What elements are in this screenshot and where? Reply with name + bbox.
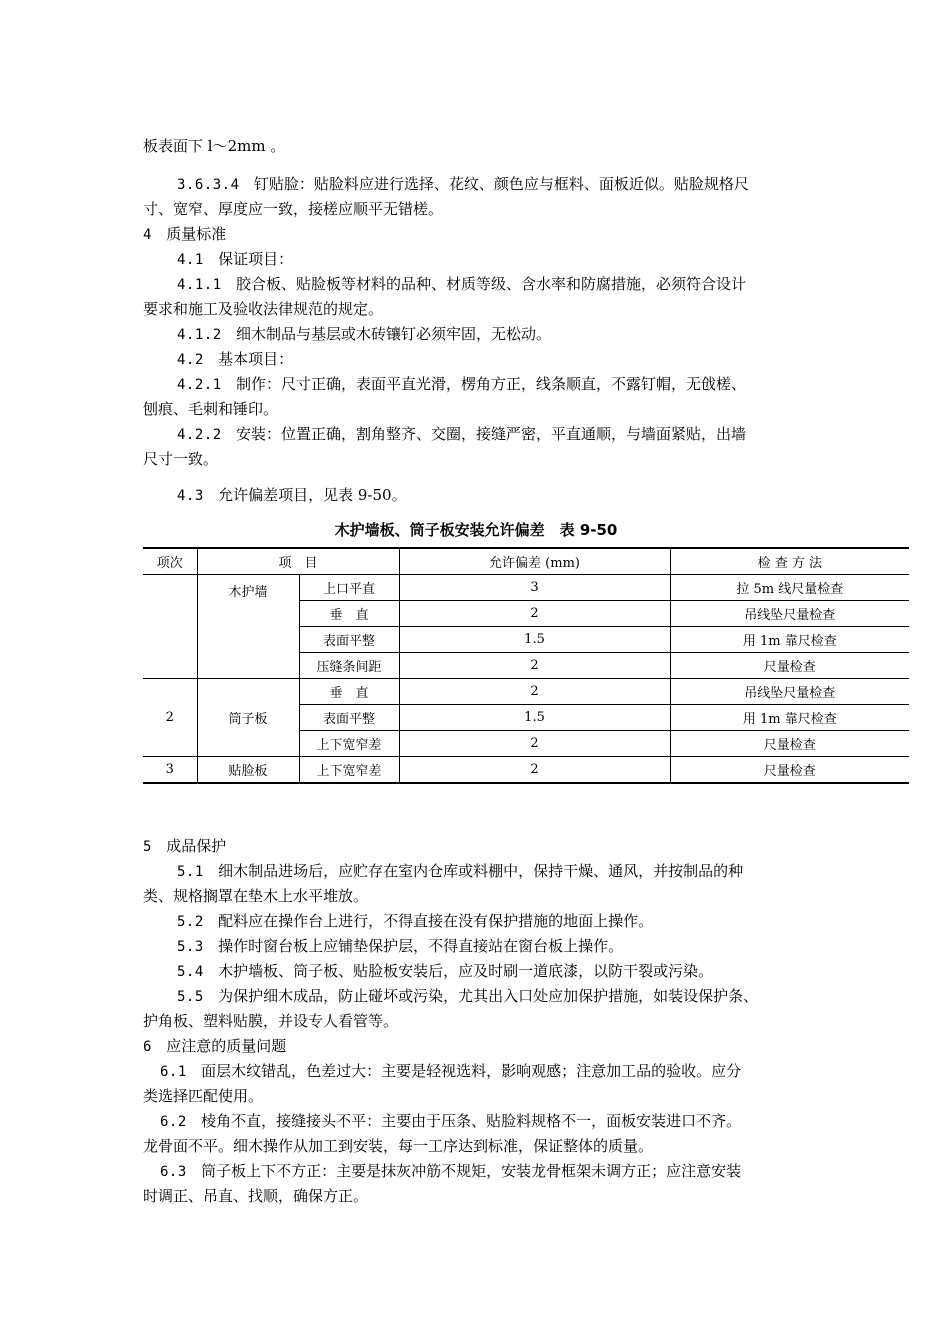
tolerance-table <box>143 547 909 784</box>
section-number: 5.5 <box>177 989 204 1005</box>
text: 细木制品与基层或木砖镶钉必须牢固，无松动。 <box>235 325 551 343</box>
paragraph-4-2-2 <box>177 424 746 445</box>
table-row <box>143 757 909 784</box>
paragraph-3-6-3-4-cont <box>143 199 443 219</box>
cell-no: 3 <box>143 757 197 784</box>
text: 木护墙板、筒子板、贴脸板安装后，应及时刷一道底漆，以防干裂或污染。 <box>218 962 714 980</box>
text: 配料应在操作台上进行，不得直接在没有保护措施的地面上操作。 <box>218 912 654 930</box>
text: 允许偏差项目，见表 9-50。 <box>218 486 407 504</box>
cell-tolerance: 1.5 <box>399 705 670 731</box>
text: 寸、宽窄、厚度应一致，接槎应顺平无错槎。 <box>143 200 444 218</box>
paragraph-6-2-cont <box>143 1136 653 1156</box>
text: 制作：尺寸正确，表面平直光滑，楞角方正，线条顺直，不露钉帽，无戗槎、 <box>235 375 746 393</box>
text: 板表面下 l～2mm 。 <box>143 137 286 155</box>
text: 类选择匹配使用。 <box>143 1087 264 1105</box>
table-row <box>143 575 909 601</box>
header-no: 项次 <box>143 548 197 575</box>
section-number: 5.3 <box>177 939 204 955</box>
text: 尺寸一致。 <box>143 450 219 468</box>
cell-method: 尺量检查 <box>670 757 909 784</box>
cell-tolerance: 2 <box>399 653 670 679</box>
table-header-row <box>143 548 909 575</box>
cell-tolerance: 1.5 <box>399 627 670 653</box>
paragraph-4-1-1 <box>177 274 746 295</box>
text: 刨痕、毛刺和锤印。 <box>143 400 279 418</box>
section-number: 6.1 <box>160 1064 187 1080</box>
section-number: 4.3 <box>177 488 204 504</box>
paragraph-5-2 <box>177 911 653 932</box>
text: 为保护细木成品，防止碰坏或污染，尤其出入口处应加保护措施，如装设保护条、 <box>218 987 759 1005</box>
cell-method: 拉 5m 线尺量检查 <box>670 575 909 601</box>
paragraph-4-1-2 <box>177 324 551 345</box>
section-number: 5 <box>143 839 152 855</box>
cell-method: 尺量检查 <box>670 731 909 757</box>
header-tolerance: 允许偏差 (mm) <box>399 548 670 575</box>
section-number: 5.4 <box>177 964 204 980</box>
cell-item: 表面平整 <box>299 705 399 731</box>
paragraph-6-2 <box>160 1111 741 1132</box>
section-title: 成品保护 <box>166 837 227 855</box>
paragraph-5-1-cont <box>143 886 368 906</box>
text: 时调正、吊直、找顺，确保方正。 <box>143 1187 369 1205</box>
section-number: 6.2 <box>160 1114 187 1130</box>
paragraph-5-1 <box>177 861 743 882</box>
paragraph-5-3 <box>177 936 623 957</box>
paragraph-6-3-cont <box>143 1186 368 1206</box>
cell-method: 用 1m 靠尺检查 <box>670 627 909 653</box>
section-number: 4.1.1 <box>177 277 222 293</box>
section-number: 5.1 <box>177 864 204 880</box>
section-number: 4.2.1 <box>177 377 222 393</box>
paragraph-6-1 <box>160 1061 741 1082</box>
section-title: 应注意的质量问题 <box>166 1037 287 1055</box>
cell-item: 压缝条间距 <box>299 653 399 679</box>
cell-tolerance: 2 <box>399 731 670 757</box>
paragraph-4-2 <box>177 349 293 370</box>
table-title: 木护墙板、筒子板安装允许偏差 表 9-50 <box>334 521 618 539</box>
text: 操作时窗台板上应铺垫保护层，不得直接站在窗台板上操作。 <box>218 937 624 955</box>
cell-item: 垂 直 <box>299 601 399 627</box>
header-method: 检 查 方 法 <box>670 548 909 575</box>
text: 筒子板上下不方正：主要是抹灰冲筋不规矩，安装龙骨框架未调方正；应注意安装 <box>201 1162 742 1180</box>
cell-item: 表面平整 <box>299 627 399 653</box>
section-5-heading <box>143 836 226 857</box>
section-number: 3.6.3.4 <box>177 177 240 193</box>
cell-method: 用 1m 靠尺检查 <box>670 705 909 731</box>
text: 胶合板、贴脸板等材料的品种、材质等级、含水率和防腐措施，必须符合设计 <box>235 275 746 293</box>
paragraph-4-2-1-cont <box>143 399 278 419</box>
section-number: 4.1.2 <box>177 327 222 343</box>
section-number: 4.1 <box>177 252 204 268</box>
paragraph-4-3 <box>177 485 407 506</box>
cell-method: 吊线坠尺量检查 <box>670 679 909 705</box>
header-item: 项 目 <box>197 548 399 575</box>
paragraph-6-3 <box>160 1161 741 1182</box>
cell-item: 垂 直 <box>299 679 399 705</box>
text: 面层木纹错乱，色差过大：主要是轻视选料，影响观感；注意加工品的验收。应分 <box>201 1062 742 1080</box>
text: 钉贴脸：贴脸料应进行选择、花纹、颜色应与框料、面板近似。贴脸规格尺 <box>253 175 749 193</box>
text: 类、规格搁罩在垫木上水平堆放。 <box>143 887 369 905</box>
text: 安装：位置正确，割角整齐、交圈，接缝严密，平直通顺，与墙面紧贴，出墙 <box>235 425 746 443</box>
cell-no <box>143 575 197 679</box>
paragraph-4-1 <box>177 249 293 270</box>
paragraph-3-6-3-4 <box>177 174 749 195</box>
paragraph-4-2-1 <box>177 374 746 395</box>
cell-tolerance: 3 <box>399 575 670 601</box>
cell-tolerance: 2 <box>399 757 670 784</box>
section-6-heading <box>143 1036 286 1057</box>
cell-item: 上下宽窄差 <box>299 757 399 784</box>
text: 龙骨面不平。细木操作从加工到安装，每一工序达到标准，保证整体的质量。 <box>143 1137 654 1155</box>
section-number: 4 <box>143 227 152 243</box>
cell-tolerance: 2 <box>399 679 670 705</box>
section-number: 4.2.2 <box>177 427 222 443</box>
paragraph-continued <box>143 136 285 156</box>
cell-group-name: 木护墙 <box>197 575 299 679</box>
text: 细木制品进场后，应贮存在室内仓库或料棚中，保持干燥、通风，并按制品的种 <box>218 862 744 880</box>
section-number: 6.3 <box>160 1164 187 1180</box>
text: 护角板、塑料贴膜，并设专人看管等。 <box>143 1012 399 1030</box>
cell-group-name: 筒子板 <box>197 679 299 757</box>
section-title: 质量标准 <box>166 225 227 243</box>
cell-method: 吊线坠尺量检查 <box>670 601 909 627</box>
paragraph-4-1-1-cont <box>143 299 383 319</box>
cell-tolerance: 2 <box>399 601 670 627</box>
text: 棱角不直，接缝接头不平：主要由于压条、贴脸料规格不一，面板安装进口不齐。 <box>201 1112 742 1130</box>
cell-group-name: 贴脸板 <box>197 757 299 784</box>
text: 要求和施工及验收法律规范的规定。 <box>143 300 384 318</box>
text: 保证项目： <box>218 250 294 268</box>
section-number: 5.2 <box>177 914 204 930</box>
cell-no: 2 <box>143 679 197 757</box>
section-number: 4.2 <box>177 352 204 368</box>
paragraph-4-2-2-cont <box>143 449 218 469</box>
paragraph-5-5-cont <box>143 1011 398 1031</box>
paragraph-6-1-cont <box>143 1086 263 1106</box>
cell-method: 尺量检查 <box>670 653 909 679</box>
table-row <box>143 679 909 705</box>
cell-item: 上口平直 <box>299 575 399 601</box>
paragraph-5-5 <box>177 986 758 1007</box>
paragraph-5-4 <box>177 961 713 982</box>
section-number: 6 <box>143 1039 152 1055</box>
section-4-heading <box>143 224 226 245</box>
cell-item: 上下宽窄差 <box>299 731 399 757</box>
text: 基本项目： <box>218 350 294 368</box>
